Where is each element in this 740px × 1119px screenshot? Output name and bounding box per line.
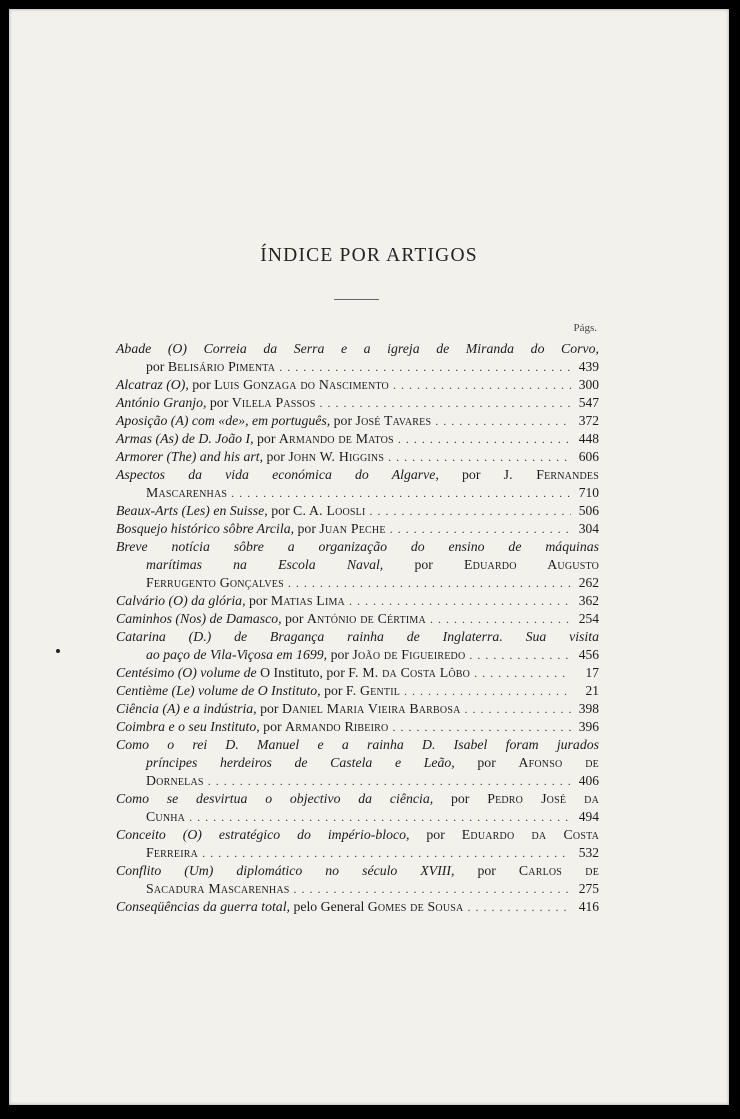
entry-author: Matias Lima xyxy=(270,593,345,608)
entry-author: Ferrugento Gonçalves xyxy=(146,575,284,590)
dot-leader xyxy=(384,448,571,466)
entry-author: Afonso de xyxy=(518,755,599,770)
entry-page: 448 xyxy=(578,431,599,446)
entry-connector: pelo General xyxy=(293,899,365,914)
entry-title: Centésimo (O) volume de xyxy=(116,665,257,680)
entry-author: Belisário Pimenta xyxy=(167,359,276,374)
entry-connector: por xyxy=(249,593,268,608)
entry-connector: por xyxy=(257,431,276,446)
index-entry xyxy=(116,340,599,376)
title-divider xyxy=(334,299,379,300)
entry-page: 304 xyxy=(578,521,599,536)
entry-title: António Granjo, xyxy=(116,395,207,410)
dot-leader xyxy=(431,412,571,430)
entry-connector: por xyxy=(263,719,282,734)
entry-title: Aspectos da vida económica do Algarve, xyxy=(116,467,439,482)
entry-connector: por xyxy=(414,557,433,572)
entry-connector: por xyxy=(209,395,229,410)
entry-page: 254 xyxy=(578,611,599,626)
entry-author: António de Cértima xyxy=(306,611,426,626)
index-entry xyxy=(116,592,599,610)
entry-connector: por xyxy=(330,647,349,662)
entry-title: Coimbra e o seu Instituto, xyxy=(116,719,260,734)
entry-connector: por xyxy=(266,449,285,464)
entry-title: Beaux-Arts (Les) en Suisse, xyxy=(116,503,268,518)
entry-page: 416 xyxy=(578,899,599,914)
index-entry xyxy=(116,682,599,700)
entry-title: Ciência (A) e a indústria, xyxy=(116,701,257,716)
dot-leader xyxy=(463,898,571,916)
entry-title: Conceito (O) estratégico do império-bloco, xyxy=(116,827,410,842)
index-entry xyxy=(116,466,599,502)
entry-title: Armas (As) de D. João I, xyxy=(116,431,254,446)
index-entry xyxy=(116,700,599,718)
index-entry xyxy=(116,610,599,628)
entry-page: 710 xyxy=(578,485,599,500)
entry-title: Conflito (Um) diplomático no século XVIII, xyxy=(116,863,455,878)
entry-title: Calvário (O) da glória, xyxy=(116,593,246,608)
index-entry xyxy=(116,736,599,790)
dot-leader xyxy=(366,502,571,520)
entry-author: Eduardo Augusto xyxy=(464,557,600,572)
entry-page: 406 xyxy=(578,773,599,788)
entry-author: Eduardo da Costa xyxy=(461,827,600,842)
index-entry xyxy=(116,448,599,466)
entry-page: 300 xyxy=(578,377,599,392)
dot-leader xyxy=(284,574,571,592)
dot-leader xyxy=(426,610,571,628)
document-page xyxy=(9,9,729,1105)
dot-leader xyxy=(290,880,571,898)
dot-leader xyxy=(204,772,571,790)
entry-title: Centième (Le) volume de O Instituto, xyxy=(116,683,321,698)
dot-leader xyxy=(465,646,571,664)
entry-connector: por xyxy=(297,521,316,536)
entry-connector: por xyxy=(324,683,343,698)
index-entry xyxy=(116,826,599,862)
entry-author: F. Gentil xyxy=(345,683,401,698)
entry-title: Catarina (D.) de Bragança rainha de Inglaterra. Sua visita xyxy=(116,629,599,644)
entry-author: Carlos de xyxy=(518,863,599,878)
entry-page: 362 xyxy=(578,593,599,608)
entry-page: 21 xyxy=(585,683,599,698)
entry-page: 398 xyxy=(578,701,599,716)
entry-page: 506 xyxy=(578,503,599,518)
dot-leader xyxy=(275,358,571,376)
entry-title: Abade (O) Correia da Serra e a igreja de Miranda do Corvo, xyxy=(116,341,599,356)
entry-author: Ferreira xyxy=(146,845,199,860)
entry-author: Sacadura Mascarenhas xyxy=(146,881,290,896)
dot-leader xyxy=(227,484,571,502)
index-entry xyxy=(116,430,599,448)
index-entry xyxy=(116,502,599,520)
entry-author: Luis Gonzaga do Nascimento xyxy=(214,377,389,392)
entry-author: C. A. Loosli xyxy=(293,503,366,518)
entry-author: F. M. da Costa Lôbo xyxy=(348,665,471,680)
entry-title: Caminhos (Nos) de Damasco, xyxy=(116,611,282,626)
entry-page: 262 xyxy=(578,575,599,590)
entry-page: 17 xyxy=(585,665,599,680)
entry-page: 547 xyxy=(578,395,599,410)
entry-author: Armando Ribeiro xyxy=(285,719,389,734)
entry-page: 606 xyxy=(578,449,599,464)
dot-leader xyxy=(315,394,571,412)
entry-title: Bosquejo histórico sôbre Arcila, xyxy=(116,521,295,536)
index-entry xyxy=(116,538,599,592)
entry-title: Como o rei D. Manuel e a rainha D. Isabel foram jurados xyxy=(116,737,599,752)
entry-author: Daniel Maria Vieira Barbosa xyxy=(281,701,461,716)
article-index xyxy=(116,340,599,916)
dot-leader xyxy=(198,844,571,862)
page-title: ÍNDICE POR ARTIGOS xyxy=(260,245,478,266)
entry-author: Juan Peche xyxy=(319,521,386,536)
entry-connector: por xyxy=(285,611,304,626)
entry-connector: por xyxy=(477,863,496,878)
dot-leader xyxy=(461,700,571,718)
index-entry xyxy=(116,376,599,394)
entry-title: Breve notícia sôbre a organização do ensino de máquinas xyxy=(116,539,599,554)
entry-author: Armando de Matos xyxy=(278,431,394,446)
index-entry xyxy=(116,520,599,538)
entry-author: Vilela Passos xyxy=(231,395,316,410)
index-entry xyxy=(116,862,599,898)
entry-title: Aposição (A) com «de», em português, xyxy=(116,413,331,428)
entry-title: ao paço de Vila-Viçosa em 1699, xyxy=(146,647,328,662)
index-entry xyxy=(116,718,599,736)
entry-connector: por xyxy=(462,467,481,482)
entry-connector: por xyxy=(271,503,290,518)
entry-connector: por xyxy=(426,827,445,842)
entry-title: príncipes herdeiros de Castela e Leão, xyxy=(146,755,455,770)
entry-connector: por xyxy=(477,755,496,770)
dot-leader xyxy=(345,592,571,610)
entry-connector: por xyxy=(333,413,353,428)
entry-title: Alcatraz (O), xyxy=(116,377,189,392)
entry-author: Dornelas xyxy=(146,773,204,788)
entry-author: Pedro José da xyxy=(487,791,600,806)
entry-author: João de Figueiredo xyxy=(352,647,466,662)
index-entry xyxy=(116,790,599,826)
dot-leader xyxy=(389,376,571,394)
index-entry xyxy=(116,412,599,430)
entry-connector: por xyxy=(192,377,211,392)
dot-leader xyxy=(394,430,571,448)
entry-connector: por xyxy=(260,701,279,716)
dot-leader xyxy=(400,682,571,700)
entry-connector: por xyxy=(450,791,470,806)
entry-plain-title: O Instituto, xyxy=(260,665,323,680)
index-entry xyxy=(116,898,599,916)
entry-title: Conseqüências da guerra total, xyxy=(116,899,290,914)
entry-connector: por xyxy=(146,359,165,374)
entry-author: Gomes de Sousa xyxy=(367,899,464,914)
index-entry xyxy=(116,664,599,682)
dot-leader xyxy=(386,520,571,538)
entry-author: J. Fernandes xyxy=(503,467,599,482)
index-entry xyxy=(116,628,599,664)
entry-page: 439 xyxy=(578,359,599,374)
dot-leader xyxy=(185,808,571,826)
entry-author: John W. Higgins xyxy=(288,449,385,464)
entry-author: José Tavares xyxy=(355,413,432,428)
entry-title: Como se desvirtua o objectivo da ciência, xyxy=(116,791,434,806)
stray-mark xyxy=(56,649,60,653)
entry-page: 456 xyxy=(578,647,599,662)
entry-author: Mascarenhas xyxy=(146,485,228,500)
entry-connector: por xyxy=(326,665,345,680)
entry-page: 372 xyxy=(578,413,599,428)
entry-page: 532 xyxy=(578,845,599,860)
pages-column-label: Págs. xyxy=(573,322,597,334)
dot-leader xyxy=(388,718,571,736)
entry-author: Cunha xyxy=(146,809,186,824)
entry-page: 275 xyxy=(578,881,599,896)
index-entry xyxy=(116,394,599,412)
entry-page: 396 xyxy=(578,719,599,734)
entry-title: Armorer (The) and his art, xyxy=(116,449,264,464)
entry-title: marítimas na Escola Naval, xyxy=(146,557,384,572)
dot-leader xyxy=(470,664,571,682)
entry-page: 494 xyxy=(578,809,599,824)
